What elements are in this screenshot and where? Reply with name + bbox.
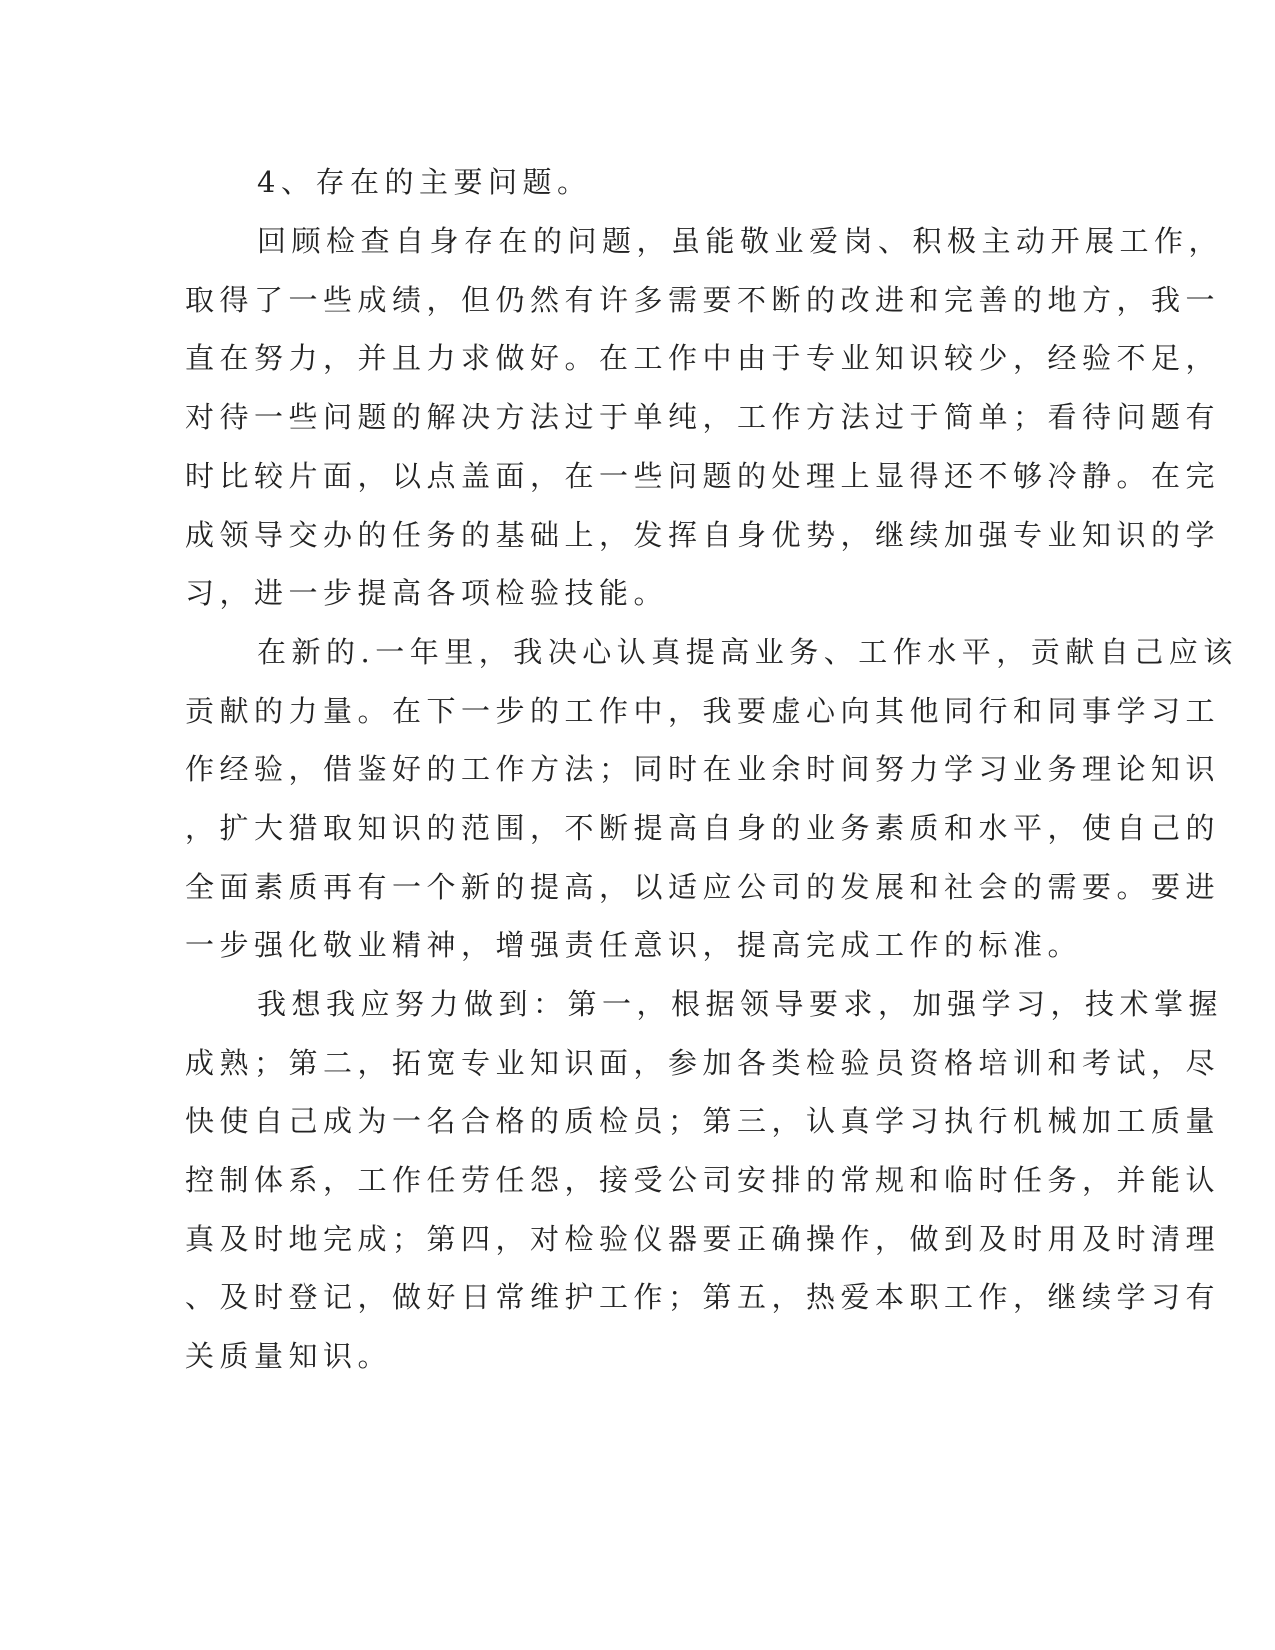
paragraph-line: 我想我应努力做到：第一，根据领导要求，加强学习，技术掌握 bbox=[257, 987, 1224, 1021]
paragraph-line: 时比较片面，以点盖面，在一些问题的处理上显得还不够冷静。在完 bbox=[185, 459, 1221, 493]
paragraph-line: 成领导交办的任务的基础上，发挥自身优势，继续加强专业知识的学 bbox=[185, 518, 1221, 552]
section-heading: 4、存在的主要问题。 bbox=[257, 165, 592, 199]
paragraph-line: 在新的.一年里，我决心认真提高业务、工作水平，贡献自己应该 bbox=[257, 635, 1238, 669]
paragraph-line: 取得了一些成绩，但仍然有许多需要不断的改进和完善的地方，我一 bbox=[185, 283, 1221, 317]
paragraph-line: 、及时登记，做好日常维护工作；第五，热爱本职工作，继续学习有 bbox=[185, 1280, 1221, 1314]
paragraph-line: 快使自己成为一名合格的质检员；第三，认真学习执行机械加工质量 bbox=[185, 1104, 1221, 1138]
paragraph-line: 回顾检查自身存在的问题，虽能敬业爱岗、积极主动开展工作， bbox=[257, 224, 1224, 258]
paragraph-line: 全面素质再有一个新的提高，以适应公司的发展和社会的需要。要进 bbox=[185, 870, 1221, 904]
paragraph-line: 关质量知识。 bbox=[185, 1339, 393, 1373]
paragraph-line: 真及时地完成；第四，对检验仪器要正确操作，做到及时用及时清理 bbox=[185, 1222, 1221, 1256]
paragraph-line: 贡献的力量。在下一步的工作中，我要虚心向其他同行和同事学习工 bbox=[185, 694, 1221, 728]
paragraph-line: 作经验，借鉴好的工作方法；同时在业余时间努力学习业务理论知识 bbox=[185, 752, 1221, 786]
paragraph-line: 对待一些问题的解决方法过于单纯，工作方法过于简单；看待问题有 bbox=[185, 400, 1221, 434]
paragraph-line: 习，进一步提高各项检验技能。 bbox=[185, 576, 669, 610]
paragraph-line: 直在努力，并且力求做好。在工作中由于专业知识较少，经验不足， bbox=[185, 341, 1221, 375]
paragraph-line: 一步强化敬业精神，增强责任意识，提高完成工作的标准。 bbox=[185, 928, 1083, 962]
paragraph-line: 成熟；第二，拓宽专业知识面，参加各类检验员资格培训和考试，尽 bbox=[185, 1046, 1221, 1080]
paragraph-line: 控制体系，工作任劳任怨，接受公司安排的常规和临时任务，并能认 bbox=[185, 1163, 1221, 1197]
paragraph-line: ，扩大猎取知识的范围，不断提高自身的业务素质和水平，使自己的 bbox=[185, 811, 1221, 845]
